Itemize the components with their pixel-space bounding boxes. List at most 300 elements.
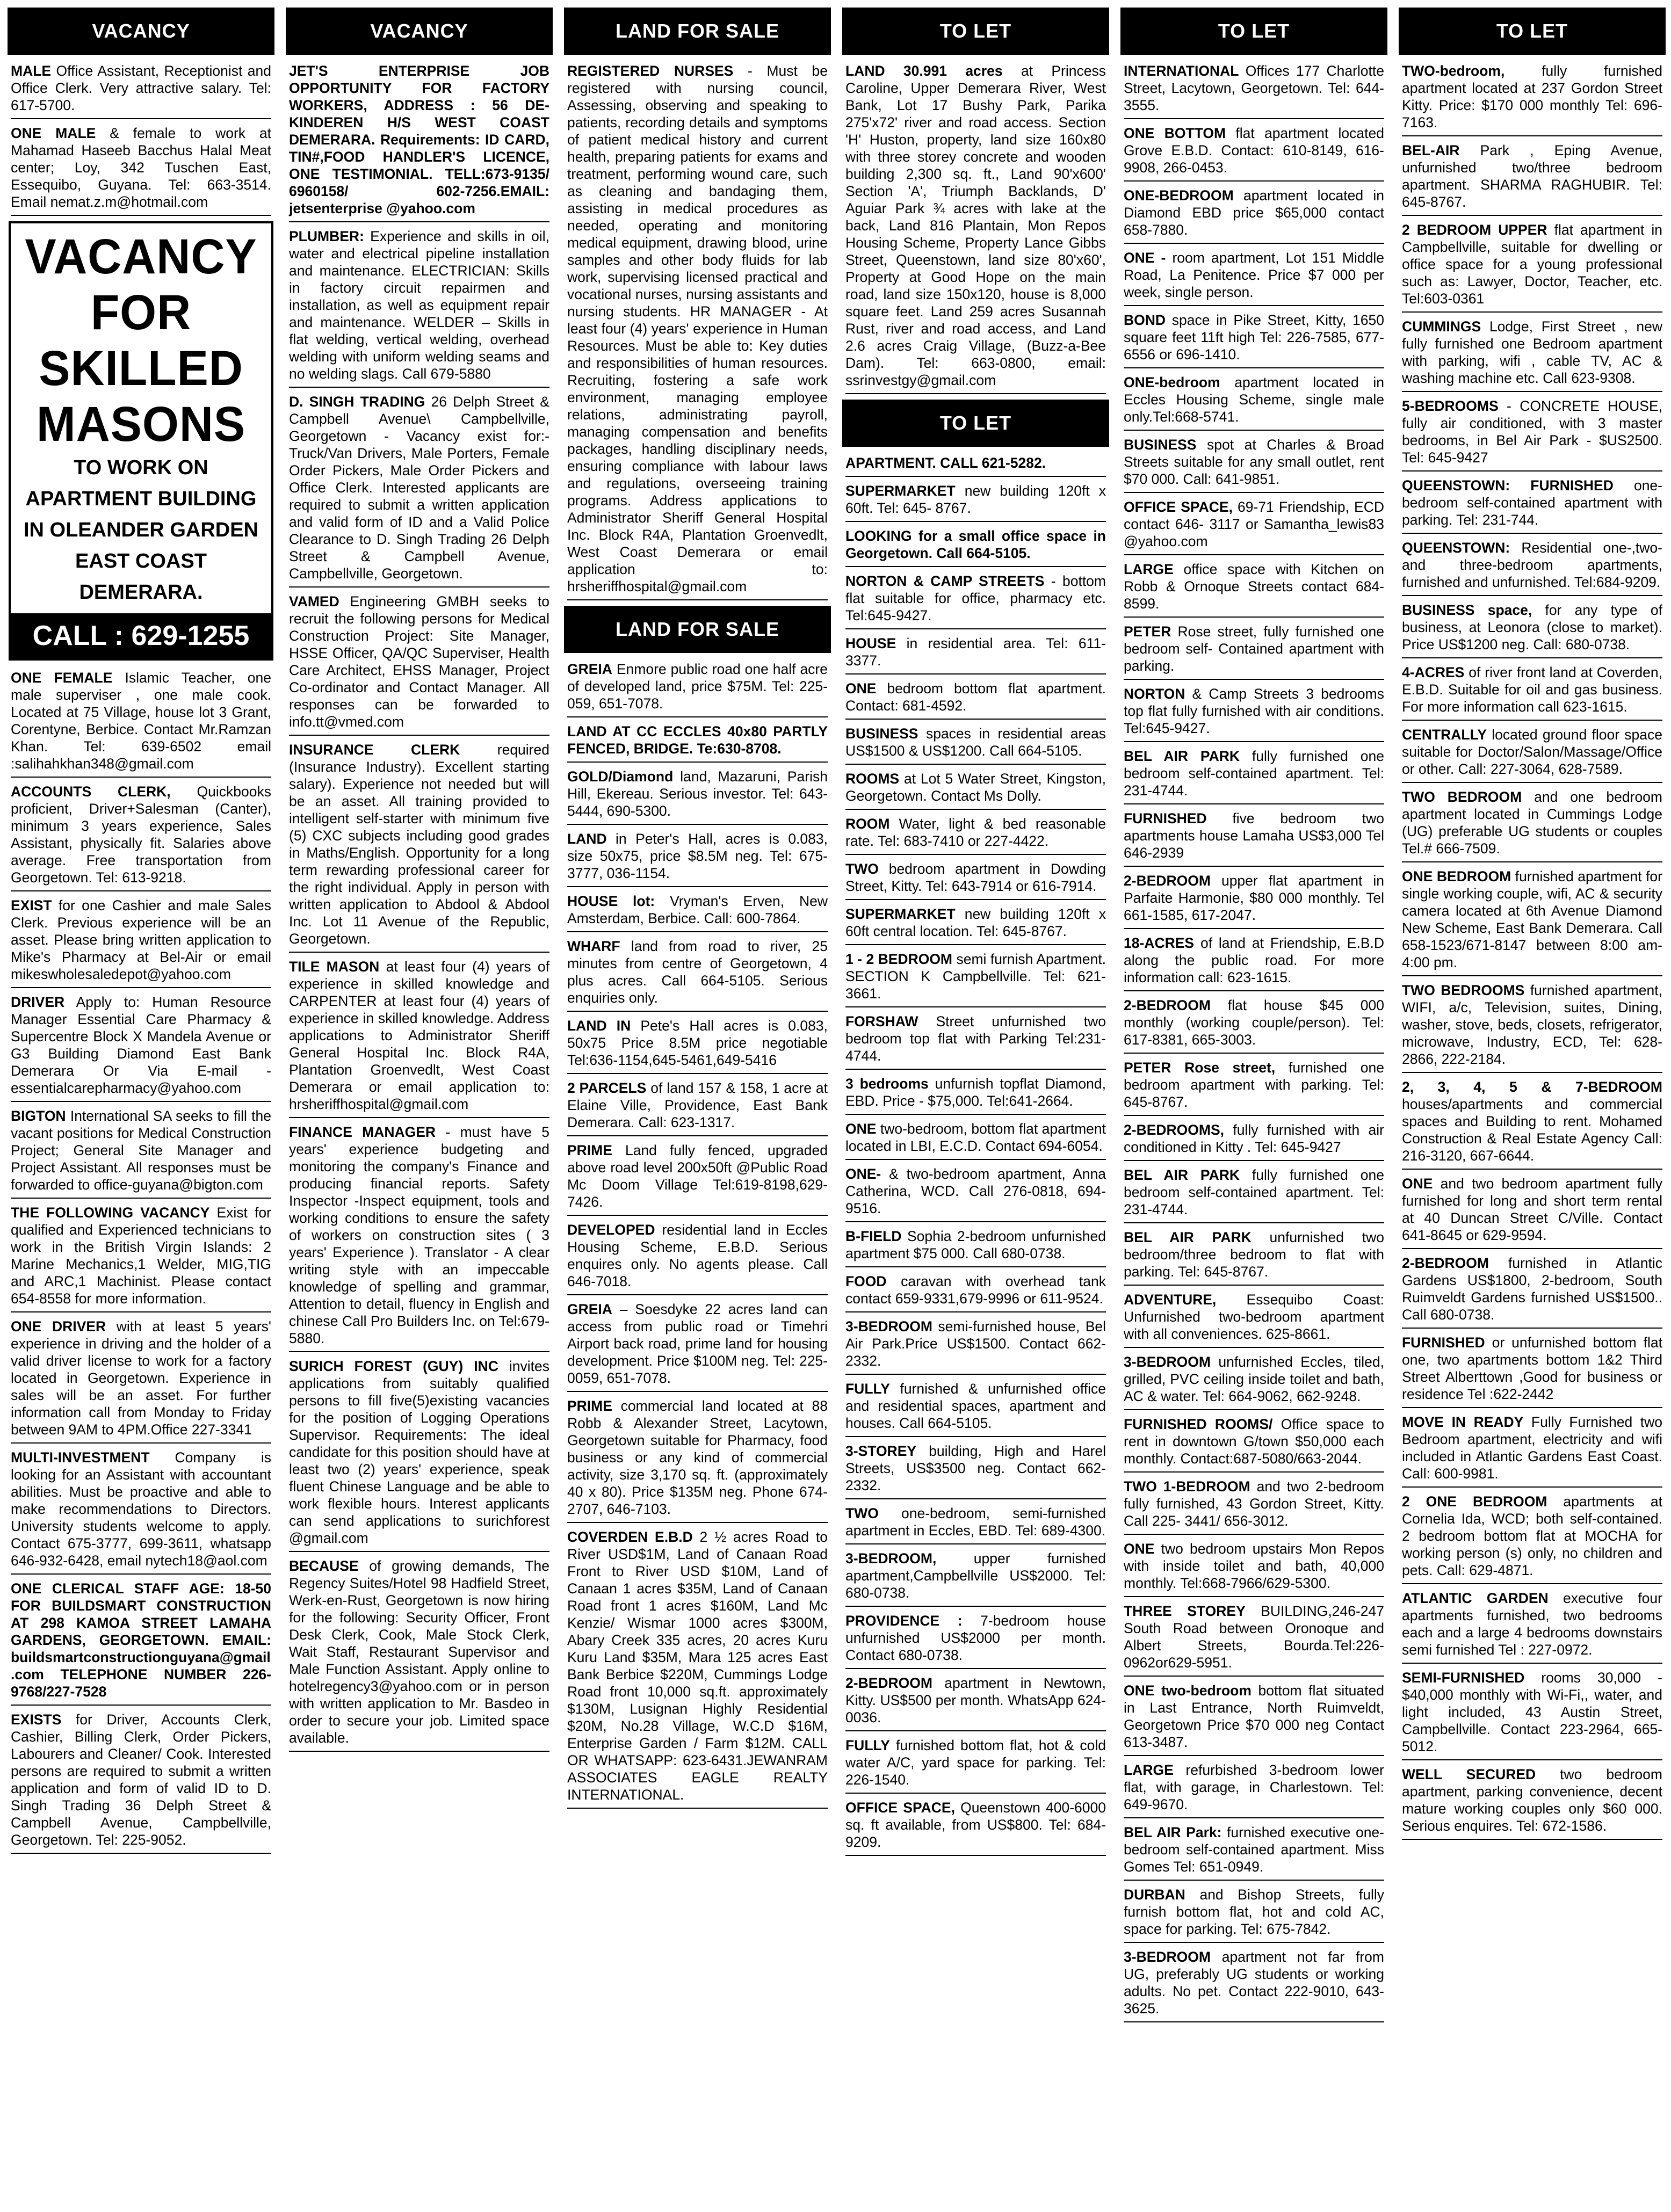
classified-ad <box>11 1580 271 1706</box>
classified-ad <box>1402 726 1662 783</box>
column-3 <box>564 8 831 2205</box>
ad-text: or unfurnished bottom flat one, two apartments bottom 1&2 Third Street Alberttown ,Good for business or residence Tel :622-2442 <box>1402 1335 1662 1402</box>
classified-ad <box>1124 685 1384 742</box>
classified-ad <box>567 1079 828 1136</box>
column-5 <box>1120 8 1387 2205</box>
classified-ad <box>567 1142 828 1216</box>
ad-text: - CONCRETE HOUSE, fully air conditioned, with 3 master bedrooms, in Bel Air Park - $US2500. Tel: 645-9427 <box>1402 398 1662 466</box>
ad-text: furnished apartment, WIFI, a/c, Television, suites, Dining, washer, stove, beds, closets, refrigerator, microwave, Industry, ECD, Tel: 628-2866, 222-2184. <box>1402 982 1662 1067</box>
ad-text: flat apartment located Grove E.B.D. Contact: 610-8149, 616-9908, 266-0453. <box>1124 125 1384 176</box>
ad-text: required (Insurance Industry). Excellent starting salary). Experience not needed but will be an asset. All training provided to intelligent self-starter with minimum five (5) CXC subjects including good grades in Maths/English. Opportunity for a long term rewarding professional career for the right individual. Apply in person with written application to Abdool & Abdool Inc. Lot 11 Avenue of the Republic, Georgetown. <box>289 742 549 947</box>
feature-subline: IN OLEANDER GARDEN <box>23 519 259 541</box>
ad-lead: PROVIDENCE : <box>845 1613 963 1629</box>
ad-lead: QUEENSTOWN: FURNISHED <box>1402 477 1614 494</box>
classified-ad <box>845 860 1106 900</box>
feature-subline: APARTMENT BUILDING <box>25 488 257 510</box>
classified-ad <box>1402 1413 1662 1488</box>
classified-ad <box>1124 1886 1384 1943</box>
ad-lead: ONE <box>1124 1541 1155 1557</box>
classified-ad <box>845 1550 1106 1607</box>
classified-ad <box>289 741 549 953</box>
classified-ad <box>11 1107 271 1199</box>
ad-lead: PRIME <box>567 1398 612 1414</box>
ad-text: furnished executive one-bedroom self-contained apartment. Miss Gomes Tel: 651-0949. <box>1124 1824 1384 1875</box>
ad-text: upper flat apartment in Parfaite Harmonie, $80 000 monthly. Tel 661-1585, 617-2047. <box>1124 873 1384 923</box>
classified-ad <box>289 593 549 736</box>
classified-ad <box>1124 1478 1384 1535</box>
ad-lead: DRIVER <box>11 994 65 1010</box>
classified-ad <box>11 993 271 1102</box>
ad-text: unfurnished Eccles, tiled, grilled, PVC ceiling inside toilet and bath, AC & water. Tel: 664-9062, 662-9248. <box>1124 1354 1384 1404</box>
ad-lead: HOUSE lot: <box>567 893 655 909</box>
ad-lead: 2 BEDROOM UPPER <box>1402 222 1547 238</box>
ad-text: & female to work at Mahamad Haseeb Bacchus Halal Meat center; Loy, 342 Tuschen East, Essequibo, Guyana. Tel: 663-3514. Email nemat.z.m@hotmail.com <box>11 125 271 210</box>
ad-lead: INTERNATIONAL <box>1124 63 1239 79</box>
ad-text: one-bedroom, semi-furnished apartment in Eccles, EBD. Tel: 689-4300. <box>845 1505 1106 1539</box>
ad-text: with at least 5 years' experience in driving and the holder of a valid driver license to work for a factory located in Georgetown. Experience in sales will be an asset. For further information call from Monday to Friday between 9AM to 4PM.Office 227-3341 <box>11 1318 271 1438</box>
classified-ad <box>845 770 1106 810</box>
ad-lead: BEL AIR PARK <box>1124 1167 1240 1183</box>
classified-ad <box>289 958 549 1118</box>
ad-lead: COVERDEN E.B.D <box>567 1529 693 1545</box>
ad-lead: PRIME <box>567 1142 612 1158</box>
ad-lead: BEL AIR Park: <box>1124 1824 1222 1840</box>
classified-ad <box>567 938 828 1012</box>
classified-ad <box>567 62 828 600</box>
ad-lead: OFFICE SPACE, <box>1124 499 1233 515</box>
classified-ad <box>11 897 271 988</box>
classified-ad <box>845 1228 1106 1267</box>
ad-lead: LOOKING for a small office space in Georgetown. Call 664-5105. <box>845 528 1106 561</box>
feature-line: FOR <box>90 285 192 340</box>
classified-ad <box>845 1442 1106 1499</box>
ad-lead: WHARF <box>567 938 620 954</box>
ad-lead: 2 ONE BEDROOM <box>1402 1493 1547 1510</box>
classified-ad <box>1402 1590 1662 1664</box>
ad-text: fully furnished apartment located at 237 Gordon Street Kitty. Price: $170 000 monthly Tel: 696-7163. <box>1402 63 1662 130</box>
ad-lead: NORTON & CAMP STREETS <box>845 573 1045 589</box>
section-header: VACANCY <box>8 8 274 55</box>
ad-lead: 3 bedrooms <box>845 1076 929 1092</box>
ad-text: Office space to rent in downtown G/town $50,000 each monthly. Contact:687-5080/663-2044. <box>1124 1416 1384 1467</box>
ad-text: and Bishop Streets, fully furnish bottom flat, hot and cold AC, space for parking. Tel: 675-7842. <box>1124 1887 1384 1937</box>
ad-lead: TWO <box>845 1505 879 1521</box>
classified-ad <box>1124 1682 1384 1756</box>
ad-lead: NORTON <box>1124 686 1185 702</box>
ad-text: semi furnish Apartment. SECTION K Campbellville. Tel: 621-3661. <box>845 951 1106 1002</box>
classified-ad <box>1124 187 1384 244</box>
ad-lead: FURNISHED <box>1402 1335 1485 1351</box>
classified-ad <box>1402 397 1662 472</box>
classified-ad <box>845 815 1106 855</box>
ad-text: Offices 177 Charlotte Street, Lacytown, Georgetown. Tel: 644-3555. <box>1124 63 1384 113</box>
ad-lead: FINANCE MANAGER <box>289 1124 436 1140</box>
ad-text: Company is looking for an Assistant with accountant abilities. Must be proactive and able to make recommendations to Directors. University students welcome to apply. Contact 675-3777, 699-3611, whatsapp 646-932-6428, email nytech18@aol.com <box>11 1449 271 1569</box>
ad-lead: BEL-AIR <box>1402 142 1460 158</box>
ad-text: 26 Delph Street & Campbell Avenue\ Campbellville, Georgetown - Vacancy exist for:-Truck/Van Drivers, Male Porters, Female Order Pickers, Male Order Pickers and Office Clerk. Interested applicants are required to submit a written application and valid form of ID and a Valid Police Clearance to D. Singh Trading 26 Delph Street & Campbell Avenue, Campbellville, Georgetown. <box>289 394 549 582</box>
classified-ad <box>567 1301 828 1392</box>
classified-ad <box>567 830 828 887</box>
ad-text: new building 120ft x 60ft central location. Tel: 645-8767. <box>845 906 1106 939</box>
ad-text: Queenstown 400-6000 sq. ft available, from US$800. Tel: 684-9209. <box>845 1800 1106 1850</box>
ad-text: Rose street, fully furnished one bedroom self- Contained apartment with parking. <box>1124 623 1384 674</box>
ad-lead: PLUMBER: <box>289 228 364 244</box>
ad-text: land, Mazaruni, Parish Hill, Ekereau. Serious investor. Tel: 643-5444, 690-5300. <box>567 768 828 819</box>
column-6 <box>1399 8 1666 2205</box>
ad-text: Enmore public road one half acre of developed land, price $75M. Tel: 225-059, 651-7078. <box>567 661 828 712</box>
ad-lead: CUMMINGS <box>1402 318 1481 335</box>
ad-text: Vryman's Erven, New Amsterdam, Berbice. Call: 600-7864. <box>567 893 828 926</box>
ad-lead: 18-ACRES <box>1124 935 1195 951</box>
ad-text: 69-71 Friendship, ECD contact 646- 3117 or Samantha_lewis83 @yahoo.com <box>1124 499 1384 549</box>
ad-lead: ONE BEDROOM <box>1402 868 1511 884</box>
ad-lead: LAND <box>567 831 607 847</box>
ad-lead: BECAUSE <box>289 1558 359 1574</box>
ad-lead: BIGTON <box>11 1108 66 1124</box>
ad-lead: 2-BEDROOM <box>845 1675 932 1691</box>
ad-lead: DURBAN <box>1124 1887 1185 1903</box>
classified-ad <box>1124 1948 1384 2022</box>
classified-ad <box>1402 601 1662 658</box>
ad-text: refurbished 3-bedroom lower flat, with garage, in Charlestown. Tel: 649-9670. <box>1124 1762 1384 1812</box>
classified-ad <box>1402 1493 1662 1584</box>
classified-ad <box>289 228 549 388</box>
ad-text: Water, light & bed reasonable rate. Tel: 683-7410 or 227-4422. <box>845 816 1106 849</box>
classified-ad <box>1402 1766 1662 1840</box>
ad-text: houses/apartments and commercial spaces and Building to rent. Mohamed Construction & Real Estate Agency Call: 216-3120, 667-6644. <box>1402 1096 1662 1164</box>
classified-ad <box>1124 1602 1384 1677</box>
classified-ad <box>1124 1121 1384 1161</box>
ad-lead: SUPERMARKET <box>845 906 956 922</box>
ad-text: in residential area. Tel: 611-3377. <box>845 635 1106 669</box>
classified-ad <box>11 783 271 891</box>
classified-ad <box>1124 125 1384 182</box>
ad-text: caravan with overhead tank contact 659-9331,679-9996 or 611-9524. <box>845 1273 1106 1307</box>
ad-text: land from road to river, 25 minutes from centre of Georgetown, 4 plus acres. Call 664-5105. Serious enquiries only. <box>567 938 828 1006</box>
ad-lead: ONE MALE <box>11 125 96 141</box>
ad-lead: ONE-BEDROOM <box>1124 187 1234 204</box>
classified-ad <box>1124 1353 1384 1410</box>
classified-ad <box>567 1397 828 1523</box>
ad-lead: D. SINGH TRADING <box>289 394 425 410</box>
ad-text: commercial land located at 88 Robb & Alexander Street, Lacytown, Georgetown suitable for Pharmacy, food business or any kind of commercial activity, size 3,170 sq. ft. (approximately 40 x 80). Price $135M neg. Phone 674-2707, 646-7103. <box>567 1398 828 1517</box>
ad-text: unfurnish topflat Diamond, EBD. Price - $75,000. Tel:641-2664. <box>845 1076 1106 1109</box>
classified-ad <box>845 454 1106 477</box>
ad-text: fully furnished one bedroom self-contained apartment. Tel: 231-4744. <box>1124 748 1384 799</box>
classified-ad <box>845 527 1106 567</box>
column-2 <box>286 8 553 2205</box>
classified-ad <box>845 1674 1106 1731</box>
ad-text: Office Assistant, Receptionist and Office Clerk. Very attractive salary. Tel: 617-5700. <box>11 63 271 113</box>
section-header: LAND FOR SALE <box>564 8 831 55</box>
ad-lead: LAND IN <box>567 1018 631 1034</box>
classified-ad <box>11 1318 271 1444</box>
classified-ad <box>567 1017 828 1074</box>
classified-ad <box>1124 1059 1384 1116</box>
ad-text: bottom flat situated in Last Entrance, North Ruimveldt, Georgetown Price $70 000 neg Contact 613-3487. <box>1124 1682 1384 1750</box>
ad-text: BUILDING,246-247 South Road between Oronoque and Albert Streets, Bourda.Tel:226-0962or629-5951. <box>1124 1603 1384 1671</box>
ad-text: 2 ½ acres Road to River USD$1M, Land of Canaan Road Front to River USD $10M, Land of Canaan 1 acres $35M, Land of Canaan Road front 1 acres $160M, Land Mc Kenzie/ Wismar 1000 acres $300M, Abary Creek 335 acres, 20 acres Kuru Kuru Land $35M, Mara 125 acres East Bank Berbice $220M, Cummings Lodge Road front 10,000 sq.ft. approximately $130M, Lusignan Highly Residential $20M, No.28 Village, W.C.D $16M, Enterprise Garden / Farm $12M. CALL OR WHATSAPP: 623-6431.JEWANRAM ASSOCIATES EAGLE REALTY INTERNATIONAL. <box>567 1529 828 1803</box>
ad-text: for one Cashier and male Sales Clerk. Previous experience will be an asset. Please bring written application to Mike's Pharmacy at Bel-Air or email mikeswholesaledepot@yahoo.com <box>11 897 271 982</box>
ad-text: of growing demands, The Regency Suites/Hotel 98 Hadfield Street, Werk-en-Rust, Georgetown is now hiring for the following: Security Officer, Front Desk Clerk, Cook, Male Stock Clerk, Wait Staff, Restaurant Supervisor and Male Function Assistant. Apply online to hotelregency3@yahoo.com or in person with written application to Mr. Basdeo in order to secure your job. Limited space available. <box>289 1558 549 1746</box>
classified-ad <box>845 62 1106 394</box>
ad-lead: TILE MASON <box>289 959 380 975</box>
feature-line: VACANCY <box>25 229 257 284</box>
ad-text: spot at Charles & Broad Streets suitable for any small outlet, rent $70 000. Call: 641-9851. <box>1124 437 1384 487</box>
ad-lead: ROOM <box>845 816 890 832</box>
ad-text: bedroom apartment in Dowding Street, Kitty. Tel: 643-7914 or 616-7914. <box>845 861 1106 894</box>
ad-text: & Camp Streets 3 bedrooms top flat fully furnished with air conditions. Tel:645-9427. <box>1124 686 1384 736</box>
ad-text: furnished bottom flat, hot & cold water A/C, yard space for parking. Tel: 226-1540. <box>845 1737 1106 1788</box>
ad-text: of land at Friendship, E.B.D along the public road. For more information call: 623-1615. <box>1124 935 1384 985</box>
ad-text: unfurnished two bedroom/three bedroom to flat with parking. Tel: 645-8767. <box>1124 1229 1384 1280</box>
ad-text: located ground floor space suitable for Doctor/Salon/Massage/Office or other. Call: 227-3064, 628-7589. <box>1402 727 1662 777</box>
classified-ad <box>845 1120 1106 1160</box>
ad-lead: BEL AIR PARK <box>1124 1229 1252 1245</box>
ad-lead: GREIA <box>567 1301 612 1317</box>
ad-lead: ACCOUNTS CLERK, <box>11 784 171 800</box>
ad-lead: TWO BEDROOMS <box>1402 982 1525 998</box>
ad-lead: MALE <box>11 63 52 79</box>
ad-lead: ONE CLERICAL STAFF AGE: 18-50 FOR BUILDSMART CONSTRUCTION AT 298 KAMOA STREET LAMAHA GARDENS, GEORGETOWN. EMAIL: buildsmartconstructionguyana@gmail.com TELEPHONE NUMBER 226-9768/227-7528 <box>11 1580 271 1700</box>
ad-lead: BOND <box>1124 312 1166 328</box>
classified-ad <box>845 905 1106 945</box>
classified-ad <box>289 393 549 588</box>
ad-text: fully furnished with air conditioned in Kitty . Tel: 645-9427 <box>1124 1122 1384 1155</box>
classified-ad <box>845 1505 1106 1544</box>
section-header: LAND FOR SALE <box>564 606 831 653</box>
ad-lead: ONE <box>845 1121 877 1137</box>
classified-ad <box>1124 1761 1384 1818</box>
ad-lead: GREIA <box>567 661 612 677</box>
classified-ad <box>1124 374 1384 431</box>
ad-lead: HOUSE <box>845 635 896 651</box>
ad-text: - Must be registered with nursing council, Assessing, observing and speaking to patients, recording details and symptoms of patient medical history and current health, preparing patients for exams and treatment, performing wound care, such as cleaning and bandaging them, assisting in medical procedures as needed, operating and monitoring medical equipment, drawing blood, urine samples and other body fluids for lab work, supervising licensed practical and vocational nurses, nursing assistants and nursing students. HR MANAGER - At least four (4) years' experience in Human Resources. Must be able to: Key duties and responsibilities of human resources. Recruiting, fostering a safe work environment, managing employee relations, administrating payroll, managing compensation and benefits packages, handling disciplinary needs, ensuring compliance with labour laws and regulations, overseeing training programs. Address applications to Administrator Sheriff General Hospital Inc. Block R4A, Plantation Groenvedlt, West Coast Demerara or email application to: hrsheriffhospital@gmail.com <box>567 63 828 594</box>
ad-lead: 2-BEDROOM <box>1124 873 1211 889</box>
ad-lead: BUSINESS <box>1124 437 1197 453</box>
ad-lead: ADVENTURE, <box>1124 1292 1217 1308</box>
ad-lead: ONE BOTTOM <box>1124 125 1226 141</box>
classified-ad <box>1124 1229 1384 1286</box>
classified-ad <box>845 1075 1106 1115</box>
ad-lead: 3-STOREY <box>845 1443 917 1459</box>
ad-lead: 3-BEDROOM <box>1124 1354 1211 1370</box>
classified-ad <box>845 725 1106 765</box>
ad-text: spaces in residential areas US$1500 & US$1200. Call 664-5105. <box>845 726 1106 759</box>
ad-text: in Peter's Hall, acres is 0.083, size 50x75, price $8.5M neg. Tel: 675-3777, 036-1154. <box>567 831 828 881</box>
ad-lead: SEMI-FURNISHED <box>1402 1670 1525 1686</box>
classified-ad <box>1402 982 1662 1073</box>
ad-text: five bedroom two apartments house Lamaha US$3,000 Tel 646-2939 <box>1124 810 1384 861</box>
ad-lead: GOLD/Diamond <box>567 768 674 785</box>
column-4 <box>842 8 1109 2205</box>
classified-ad <box>1124 1166 1384 1223</box>
ad-lead: ONE- <box>845 1166 881 1182</box>
classified-ad <box>567 768 828 825</box>
ad-lead: INSURANCE CLERK <box>289 742 460 758</box>
ad-lead: 3-BEDROOM <box>845 1318 932 1335</box>
ad-lead: ONE-bedroom <box>1124 374 1220 390</box>
ad-lead: QUEENSTOWN: <box>1402 540 1510 556</box>
ad-text: Engineering GMBH seeks to recruit the following persons for Medical Construction Project: Site Manager, HSSE Officer, QA/QC Superviser, Health Care Architect, EHSS Manager, Project Co-ordinator and Contact Manager. All responses can be forwarded to info.tt@vmed.com <box>289 593 549 730</box>
classified-ad <box>845 1273 1106 1312</box>
ad-text: Lodge, First Street , new fully furnished one Bedroom apartment with parking, wifi , cable TV, AC & washing machine etc. Call 623-9308. <box>1402 318 1662 386</box>
classified-ad <box>845 572 1106 629</box>
section-header: VACANCY <box>286 8 553 55</box>
ad-text: International SA seeks to fill the vacant positions for Medical Construction Project; General Site Manager and Project Assistant. All responses must be forwarded to office-guyana@bigton.com <box>11 1108 271 1193</box>
section-header: TO LET <box>842 8 1109 55</box>
ad-text: of river front land at Coverden, E.B.D. Suitable for oil and gas business. For more information call 623-1615. <box>1402 664 1662 715</box>
ad-text: Street unfurnished two bedroom top flat with Parking Tel:231-4744. <box>845 1013 1106 1064</box>
classified-ad <box>1402 1669 1662 1760</box>
ad-lead: BUSINESS <box>845 726 918 742</box>
ad-text: flat house $45 000 monthly (working couple/person). Tel: 617-8381, 665-3003. <box>1124 997 1384 1048</box>
classified-ad <box>11 62 271 119</box>
ad-lead: ONE two-bedroom <box>1124 1682 1252 1699</box>
ad-text: and two 2-bedroom fully furnished, 43 Gordon Street, Kitty. Call 225- 3441/ 656-3012. <box>1124 1478 1384 1529</box>
ad-lead: 5-BEDROOMS <box>1402 398 1499 414</box>
ad-lead: PETER <box>1124 623 1171 640</box>
ad-text: at Lot 5 Water Street, Kingston, Georgetown. Contact Ms Dolly. <box>845 771 1106 804</box>
ad-text: - bottom flat suitable for office, pharmacy etc. Tel:645-9427. <box>845 573 1106 623</box>
ad-lead: ROOMS <box>845 771 900 787</box>
classified-ad <box>1402 868 1662 976</box>
classified-ad <box>567 1528 828 1809</box>
classified-ad <box>845 1380 1106 1437</box>
ad-lead: 2 PARCELS <box>567 1080 647 1096</box>
section-header: TO LET <box>1399 8 1666 55</box>
ad-text: for Driver, Accounts Clerk, Cashier, Billing Clerk, Order Pickers, Labourers and Cleaner/ Cook. Interested persons are required to submit a written application and form of valid ID to D. Singh Trading 36 Delph Street & Campbell Avenue, Campbellville, Georgetown. Tel: 225-9052. <box>11 1711 271 1848</box>
ad-lead: ONE FEMALE <box>11 670 113 686</box>
feature-line: SKILLED <box>39 341 243 396</box>
classified-ad <box>845 951 1106 1007</box>
ad-lead: TWO-bedroom, <box>1402 63 1505 79</box>
ad-text: semi-furnished house, Bel Air Park.Price US$1500. Contact 662-2332. <box>845 1318 1106 1369</box>
ad-lead: OFFICE SPACE, <box>845 1800 955 1816</box>
ad-lead: FORSHAW <box>845 1013 918 1029</box>
ad-lead: LARGE <box>1124 1762 1174 1778</box>
classified-ad <box>1124 1540 1384 1597</box>
ad-lead: THE FOLLOWING VACANCY <box>11 1205 210 1221</box>
classified-ad <box>845 1013 1106 1070</box>
ad-lead: MULTI-INVESTMENT <box>11 1449 150 1466</box>
ad-lead: LAND 30.991 acres <box>845 63 1003 79</box>
ad-lead: APARTMENT. CALL 621-5282. <box>845 455 1046 471</box>
ad-lead: ONE <box>1402 1176 1433 1192</box>
ad-text: & two-bedroom apartment, Anna Catherina, WCD. Call 276-0818, 694-9516. <box>845 1166 1106 1216</box>
classified-ad <box>1124 1824 1384 1881</box>
classified-ad <box>1124 748 1384 804</box>
ad-text: Pete's Hall acres is 0.083, 50x75 Price 8.5M price negotiable Tel:636-1154,645-5461,649-5416 <box>567 1018 828 1068</box>
classified-ad <box>1402 318 1662 392</box>
ad-text: furnished apartment for single working couple, wifi, AC & security camera located at 6th Avenue Diamond New Scheme, East Bank Demerara. Call 658-1523/671-8147 between 8:00 am-4:00 pm. <box>1402 868 1662 970</box>
ad-text: at least four (4) years of experience in skilled knowledge and CARPENTER at least four (4) years of experience in skilled knowledge. Address applications to Administrator Sheriff General Hospital Inc. Block R4A, Plantation Groenvedlt, West Coast Demerara or email application to: hrsheriffhospital@gmail.com <box>289 959 549 1112</box>
feature-ad-masons <box>9 221 273 661</box>
ad-lead: EXIST <box>11 897 52 913</box>
ad-lead: ONE - <box>1124 250 1166 266</box>
ad-text: invites applications from suitably qualified persons to fill five(5)existing vacancies for the position of Logging Operations Supervisor. Requirements: The ideal candidate for this position should have at least two (2) years' experience, speak fluent Chinese Language and be able to work flexible hours. Interest applicants can send applications to surichforest @gmail.com <box>289 1358 549 1546</box>
classified-ad <box>289 62 549 222</box>
ad-lead: WELL SECURED <box>1402 1766 1536 1782</box>
ad-lead: 1 - 2 BEDROOM <box>845 951 953 967</box>
classified-ad <box>1124 1291 1384 1348</box>
ad-text: office space with Kitchen on Robb & Ornoque Streets contact 684-8599. <box>1124 561 1385 612</box>
ad-lead: BEL AIR PARK <box>1124 748 1240 764</box>
ad-lead: TWO <box>845 861 879 877</box>
ad-lead: ATLANTIC GARDEN <box>1402 1590 1549 1606</box>
classified-ad <box>1124 872 1384 929</box>
ad-text: 7-bedroom house unfurnished US$2000 per month. Contact 680-0738. <box>845 1613 1106 1663</box>
ad-text: Experience and skills in oil, water and electrical pipeline installation and maintenance. ELECTRICIAN: Skills in factory circuit repairmen and installation, as well as equipment repair and maintenance. WELDER – Skills in flat welding, vertical welding, overhead welding with uniform welding seams and no welding slags. Call 679-5880 <box>289 228 549 382</box>
ad-lead: TWO 1-BEDROOM <box>1124 1478 1250 1495</box>
ad-lead: CENTRALLY <box>1402 727 1487 743</box>
ad-text: Park , Eping Avenue, unfurnished two/three bedroom apartment. SHARMA RAGHUBIR. Tel: 645-8767. <box>1402 142 1662 210</box>
ad-text: Apply to: Human Resource Manager Essential Care Pharmacy & Supercentre Block X Mandela Avenue or G3 Building Diamond East Bank Demerara Or Via E-mail - essentialcarepharmacy@yahoo.com <box>11 994 271 1096</box>
ad-text: apartment located in Diamond EBD price $65,000 contact 658-7880. <box>1124 187 1384 238</box>
ad-text: furnished & unfurnished office and residential spaces, apartment and houses. Call 664-5105. <box>845 1381 1106 1431</box>
classified-ad <box>1402 539 1662 596</box>
ad-text: bedroom bottom flat apartment. Contact: 681-4592. <box>845 680 1106 714</box>
classified-ad <box>845 482 1106 522</box>
feature-subline: TO WORK ON <box>74 456 208 479</box>
ad-text: Quickbooks proficient, Driver+Salesman (Canter), minimum 3 years experience, Sales Assistant, physically fit. Salaries above average. Free transportation from Georgetown. Tel: 613-9218. <box>11 784 271 886</box>
classified-ad <box>845 1165 1106 1222</box>
ad-lead: FOOD <box>845 1273 887 1289</box>
ad-text: Fully Furnished two Bedroom apartment, electricity and wifi included in Atlantic Gardens East Coast. Call: 600-9981. <box>1402 1414 1662 1482</box>
ad-lead: ONE DRIVER <box>11 1318 106 1335</box>
classified-ad <box>845 635 1106 675</box>
classified-ad <box>1124 623 1384 680</box>
ad-text: two bedroom upstairs Mon Repos with inside toilet and bath, 40,000 monthly. Tel:668-7966/629-5300. <box>1124 1541 1384 1591</box>
ad-text: Islamic Teacher, one male superviser , one male cook. Located at 75 Village, house lot 3 Grant, Corentyne, Berbice. Contact Mr.Ramzan Khan. Tel: 639-6502 email :salihahkhan348@gmail.com <box>11 670 271 772</box>
ad-text: space in Pike Street, Kitty, 1650 square feet 11ft high Tel: 226-7585, 677-6556 or 696-1410. <box>1124 312 1384 362</box>
classified-ad <box>567 723 828 763</box>
ad-text: executive four apartments furnished, two bedrooms each and a large 4 bedrooms downstairs semi furnished Tel : 227-0972. <box>1402 1590 1662 1658</box>
ad-text: apartment not far from UG, preferably UG students or working adults. No pet. Contact 222-9010, 643-3625. <box>1124 1949 1384 2017</box>
ad-lead: 2, 3, 4, 5 & 7-BEDROOM <box>1402 1079 1662 1095</box>
feature-subline: EAST COAST DEMERARA. <box>75 550 207 604</box>
ad-text: upper furnished apartment,Campbellville US$2000. Tel: 680-0738. <box>845 1550 1106 1601</box>
ad-text: one-bedroom self-contained apartment with parking. Tel: 231-744. <box>1402 477 1662 528</box>
column-1 <box>8 8 274 2205</box>
ad-text: apartment located in Eccles Housing Scheme, single male only.Tel:668-5741. <box>1124 374 1384 425</box>
classified-ad <box>11 1204 271 1312</box>
ad-lead: FURNISHED ROOMS/ <box>1124 1416 1273 1432</box>
classified-ad <box>1402 788 1662 862</box>
classified-ad <box>567 1221 828 1295</box>
classified-ad <box>1402 1254 1662 1329</box>
classified-ad <box>1402 664 1662 721</box>
classified-ad <box>1402 1078 1662 1170</box>
classified-ad <box>1124 810 1384 867</box>
classified-ad <box>11 125 271 216</box>
ad-lead: LAND AT CC ECCLES 40x80 PARTLY FENCED, BRIDGE. Te:630-8708. <box>567 723 828 757</box>
ad-text: – Soesdyke 22 acres land can access from public road or Timehri Airport back road, prime land for housing development. Price $100M neg. Tel: 225-0059, 651-7078. <box>567 1301 828 1386</box>
ad-text: Residential one-,two-and three-bedroom apartments, furnished and unfurnished. Tel:684-9209. <box>1402 540 1662 590</box>
feature-call: CALL : 629-1255 <box>11 613 271 658</box>
ad-lead: EXISTS <box>11 1711 62 1728</box>
section-header: TO LET <box>1120 8 1387 55</box>
ad-text: two bedroom apartment, parking convenience, decent mature working couples only $60 000. Serious enquires. Tel: 672-1586. <box>1402 1766 1662 1834</box>
ad-lead: LARGE <box>1124 561 1174 577</box>
classified-ad <box>1124 1416 1384 1473</box>
ad-text: Land fully fenced, upgraded above road level 200x50ft @Public Road Mc Doom Village Tel:619-8198,629-7426. <box>567 1142 828 1210</box>
classified-ad <box>1124 498 1384 555</box>
classified-ad <box>845 1799 1106 1856</box>
classified-ad <box>11 669 271 778</box>
ad-lead: SURICH FOREST (GUY) INC <box>289 1358 498 1374</box>
classified-ad <box>289 1123 549 1352</box>
